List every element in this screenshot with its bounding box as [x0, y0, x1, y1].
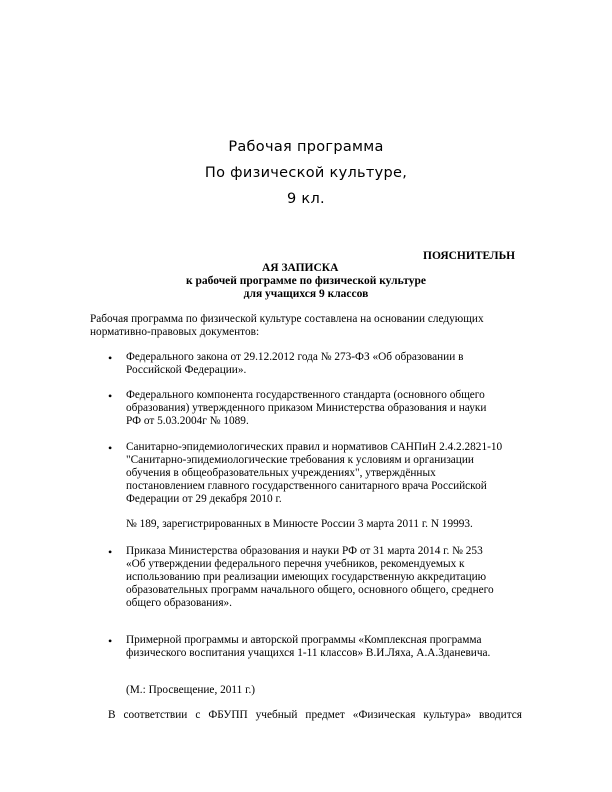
list-item-line: Приказа Министерства образования и науки РФ от 31 марта 2014 г. № 253 — [126, 545, 483, 557]
list-item-line: физического воспитания учащихся 1-11 классов» В.И.Ляха, А.А.Зданевича. — [126, 647, 491, 659]
document-title: Рабочая программа — [228, 139, 384, 155]
bullet-marker: • — [108, 634, 113, 648]
list-item-line: Санитарно-эпидемиологических правил и нормативов САНПиН 2.4.2.2821-10 — [126, 441, 503, 453]
list-item-line: Федерального компонента государственного стандарта (основного общего — [126, 389, 485, 401]
intro-line-2: нормативно-правовых документов: — [90, 326, 260, 338]
list-item-line: общего образования». — [126, 597, 232, 609]
closing-paragraph-line: В соответствии с ФБУПП учебный предмет «Физическая культура» вводится — [108, 709, 522, 721]
registration-note: № 189, зарегистрированных в Минюсте России 3 марта 2011 г. N 19993. — [126, 518, 473, 530]
publisher-note: (М.: Просвещение, 2011 г.) — [126, 684, 256, 696]
list-item-line: "Санитарно-эпидемиологические требования к условиям и организации — [126, 454, 474, 466]
heading-part1: ПОЯСНИТЕЛЬН — [423, 250, 516, 262]
heading-line2: к рабочей программе по физической культуре — [186, 275, 426, 287]
list-item-line: «Об утверждении федерального перечня учебников, рекомендуемых к — [126, 558, 465, 570]
list-item-line: использованию при реализации имеющих государственную аккредитацию — [126, 571, 487, 583]
list-item-line: Примерной программы и авторской программы «Комплексная программа — [126, 634, 482, 646]
list-item-line: постановлением главного государственного санитарного врача Российской — [126, 480, 487, 492]
list-item-line: образования) утвержденного приказом Министерства образования и науки — [126, 402, 487, 414]
bullet-marker: • — [108, 545, 113, 559]
list-item-line: обучения в общеобразовательных учреждениях", утверждённых — [126, 467, 436, 479]
list-item-line: образовательных программ начального общего, основного общего, среднего — [126, 584, 494, 596]
heading-line3: для учащихся 9 классов — [243, 288, 369, 300]
document-subject: По физической культуре, — [204, 165, 408, 181]
heading-part2: АЯ ЗАПИСКА — [262, 262, 339, 274]
bullet-marker: • — [108, 351, 113, 365]
list-item-line: РФ от 5.03.2004г № 1089. — [126, 415, 249, 427]
bullet-marker: • — [108, 441, 113, 455]
bullet-marker: • — [108, 389, 113, 403]
document-grade: 9 кл. — [287, 191, 325, 207]
list-item-line: Федерации от 29 декабря 2010 г. — [126, 493, 282, 505]
list-item-line: Федерального закона от 29.12.2012 года № 273-ФЗ «Об образовании в — [126, 351, 464, 363]
list-item-line: Российской Федерации». — [126, 364, 247, 376]
intro-line-1: Рабочая программа по физической культуре составлена на основании следующих — [90, 313, 484, 325]
